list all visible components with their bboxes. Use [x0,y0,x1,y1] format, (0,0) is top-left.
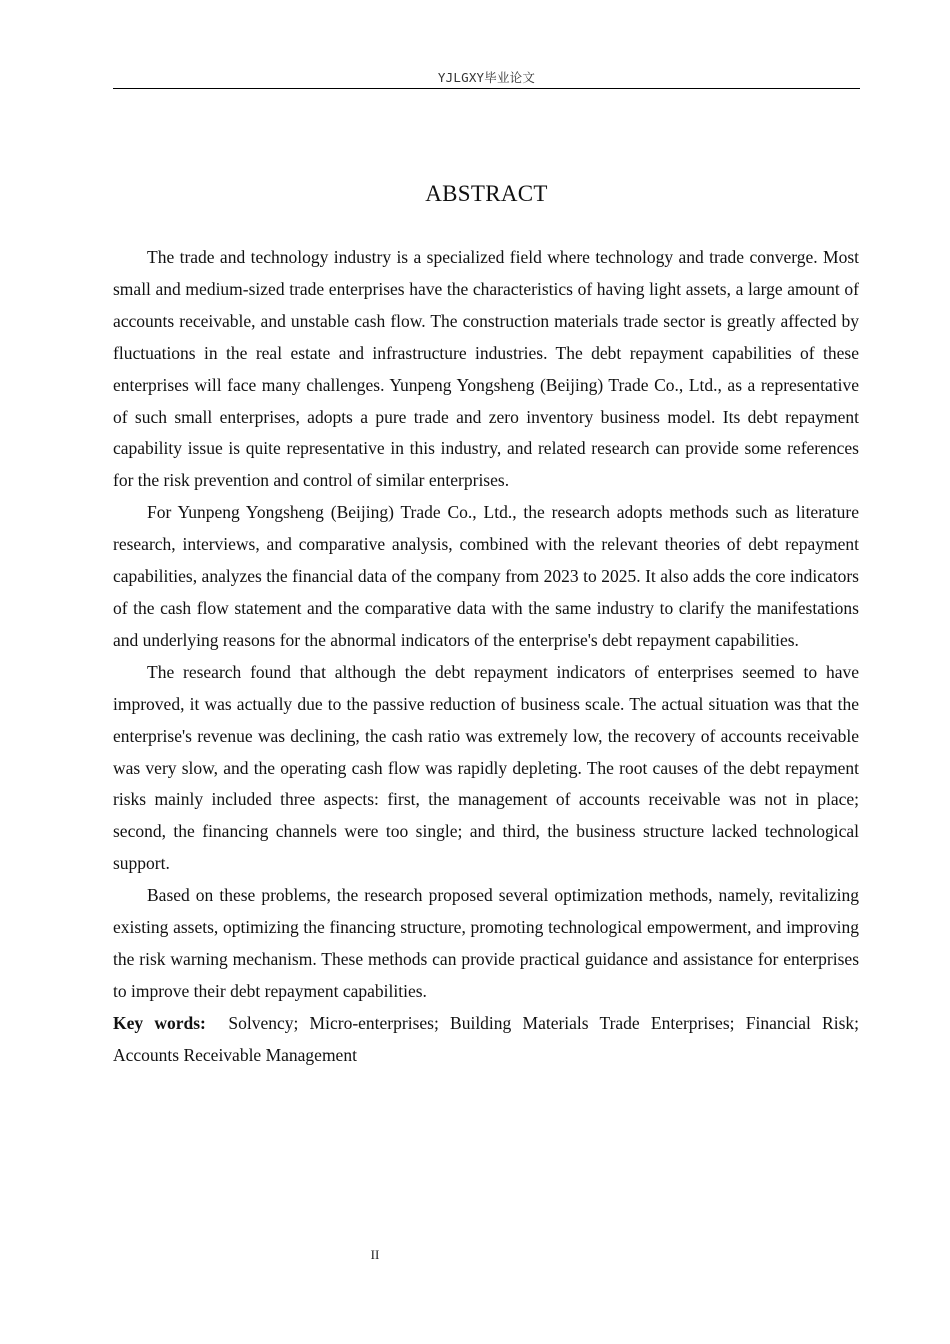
page-number: II [370,1247,380,1262]
running-title: YJLGXY毕业论文 [437,70,536,85]
abstract-paragraph-3: The research found that although the debt repayment indicators of enterprises seemed to have improved, it was actually due to the passive reduction of business scale. The actual situation was that the enterprise's revenue was declining, the cash ratio was extremely low, the recovery of accounts receivable was very slow, and the operating cash flow was rapidly depleting. The root causes of the debt repayment risks mainly included three aspects: first, the management of accounts receivable was not in place; second, the financing channels were too single; and third, the business structure lacked technological support. [113,661,859,874]
keywords-line [113,1008,859,1072]
abstract-title: ABSTRACT [425,181,548,206]
abstract-body [113,242,859,1072]
abstract-paragraph-2: For Yunpeng Yongsheng (Beijing) Trade Co., Ltd., the research adopts methods such as literature research, interviews, and comparative analysis, combined with the relevant theories of debt repayment capabilities, analyzes the financial data of the company from 2023 to 2025. It also adds the core indicators of the cash flow statement and the comparative data with the same industry to clarify the manifestations and underlying reasons for the abnormal indicators of the enterprise's debt repayment capabilities. [113,502,859,650]
page-header [113,68,860,89]
keywords-label: Key words: [113,1012,206,1033]
keywords-text: Solvency; Micro-enterprises; Building Materials Trade Enterprises; Financial Risk; Accounts Receivable Management [113,1012,860,1065]
abstract-paragraph-4: Based on these problems, the research proposed several optimization methods, namely, revitalizing existing assets, optimizing the financing structure, promoting technological empowerment, and improving the risk warning mechanism. These methods can provide practical guidance and assistance for enterprises to improve their debt repayment capabilities. [113,885,859,1001]
abstract-paragraph-1: The trade and technology industry is a specialized field where technology and trade converge. Most small and medium-sized trade enterprises have the characteristics of having light assets, a large amount of accounts receivable, and unstable cash flow. The construction materials trade sector is greatly affected by fluctuations in the real estate and infrastructure industries. The debt repayment capabilities of these enterprises will face many challenges. Yunpeng Yongsheng (Beijing) Trade Co., Ltd., as a representative of such small enterprises, adopts a pure trade and zero inventory business model. Its debt repayment capability issue is quite representative in this industry, and related research can provide some references for the risk prevention and control of similar enterprises. [113,247,859,491]
